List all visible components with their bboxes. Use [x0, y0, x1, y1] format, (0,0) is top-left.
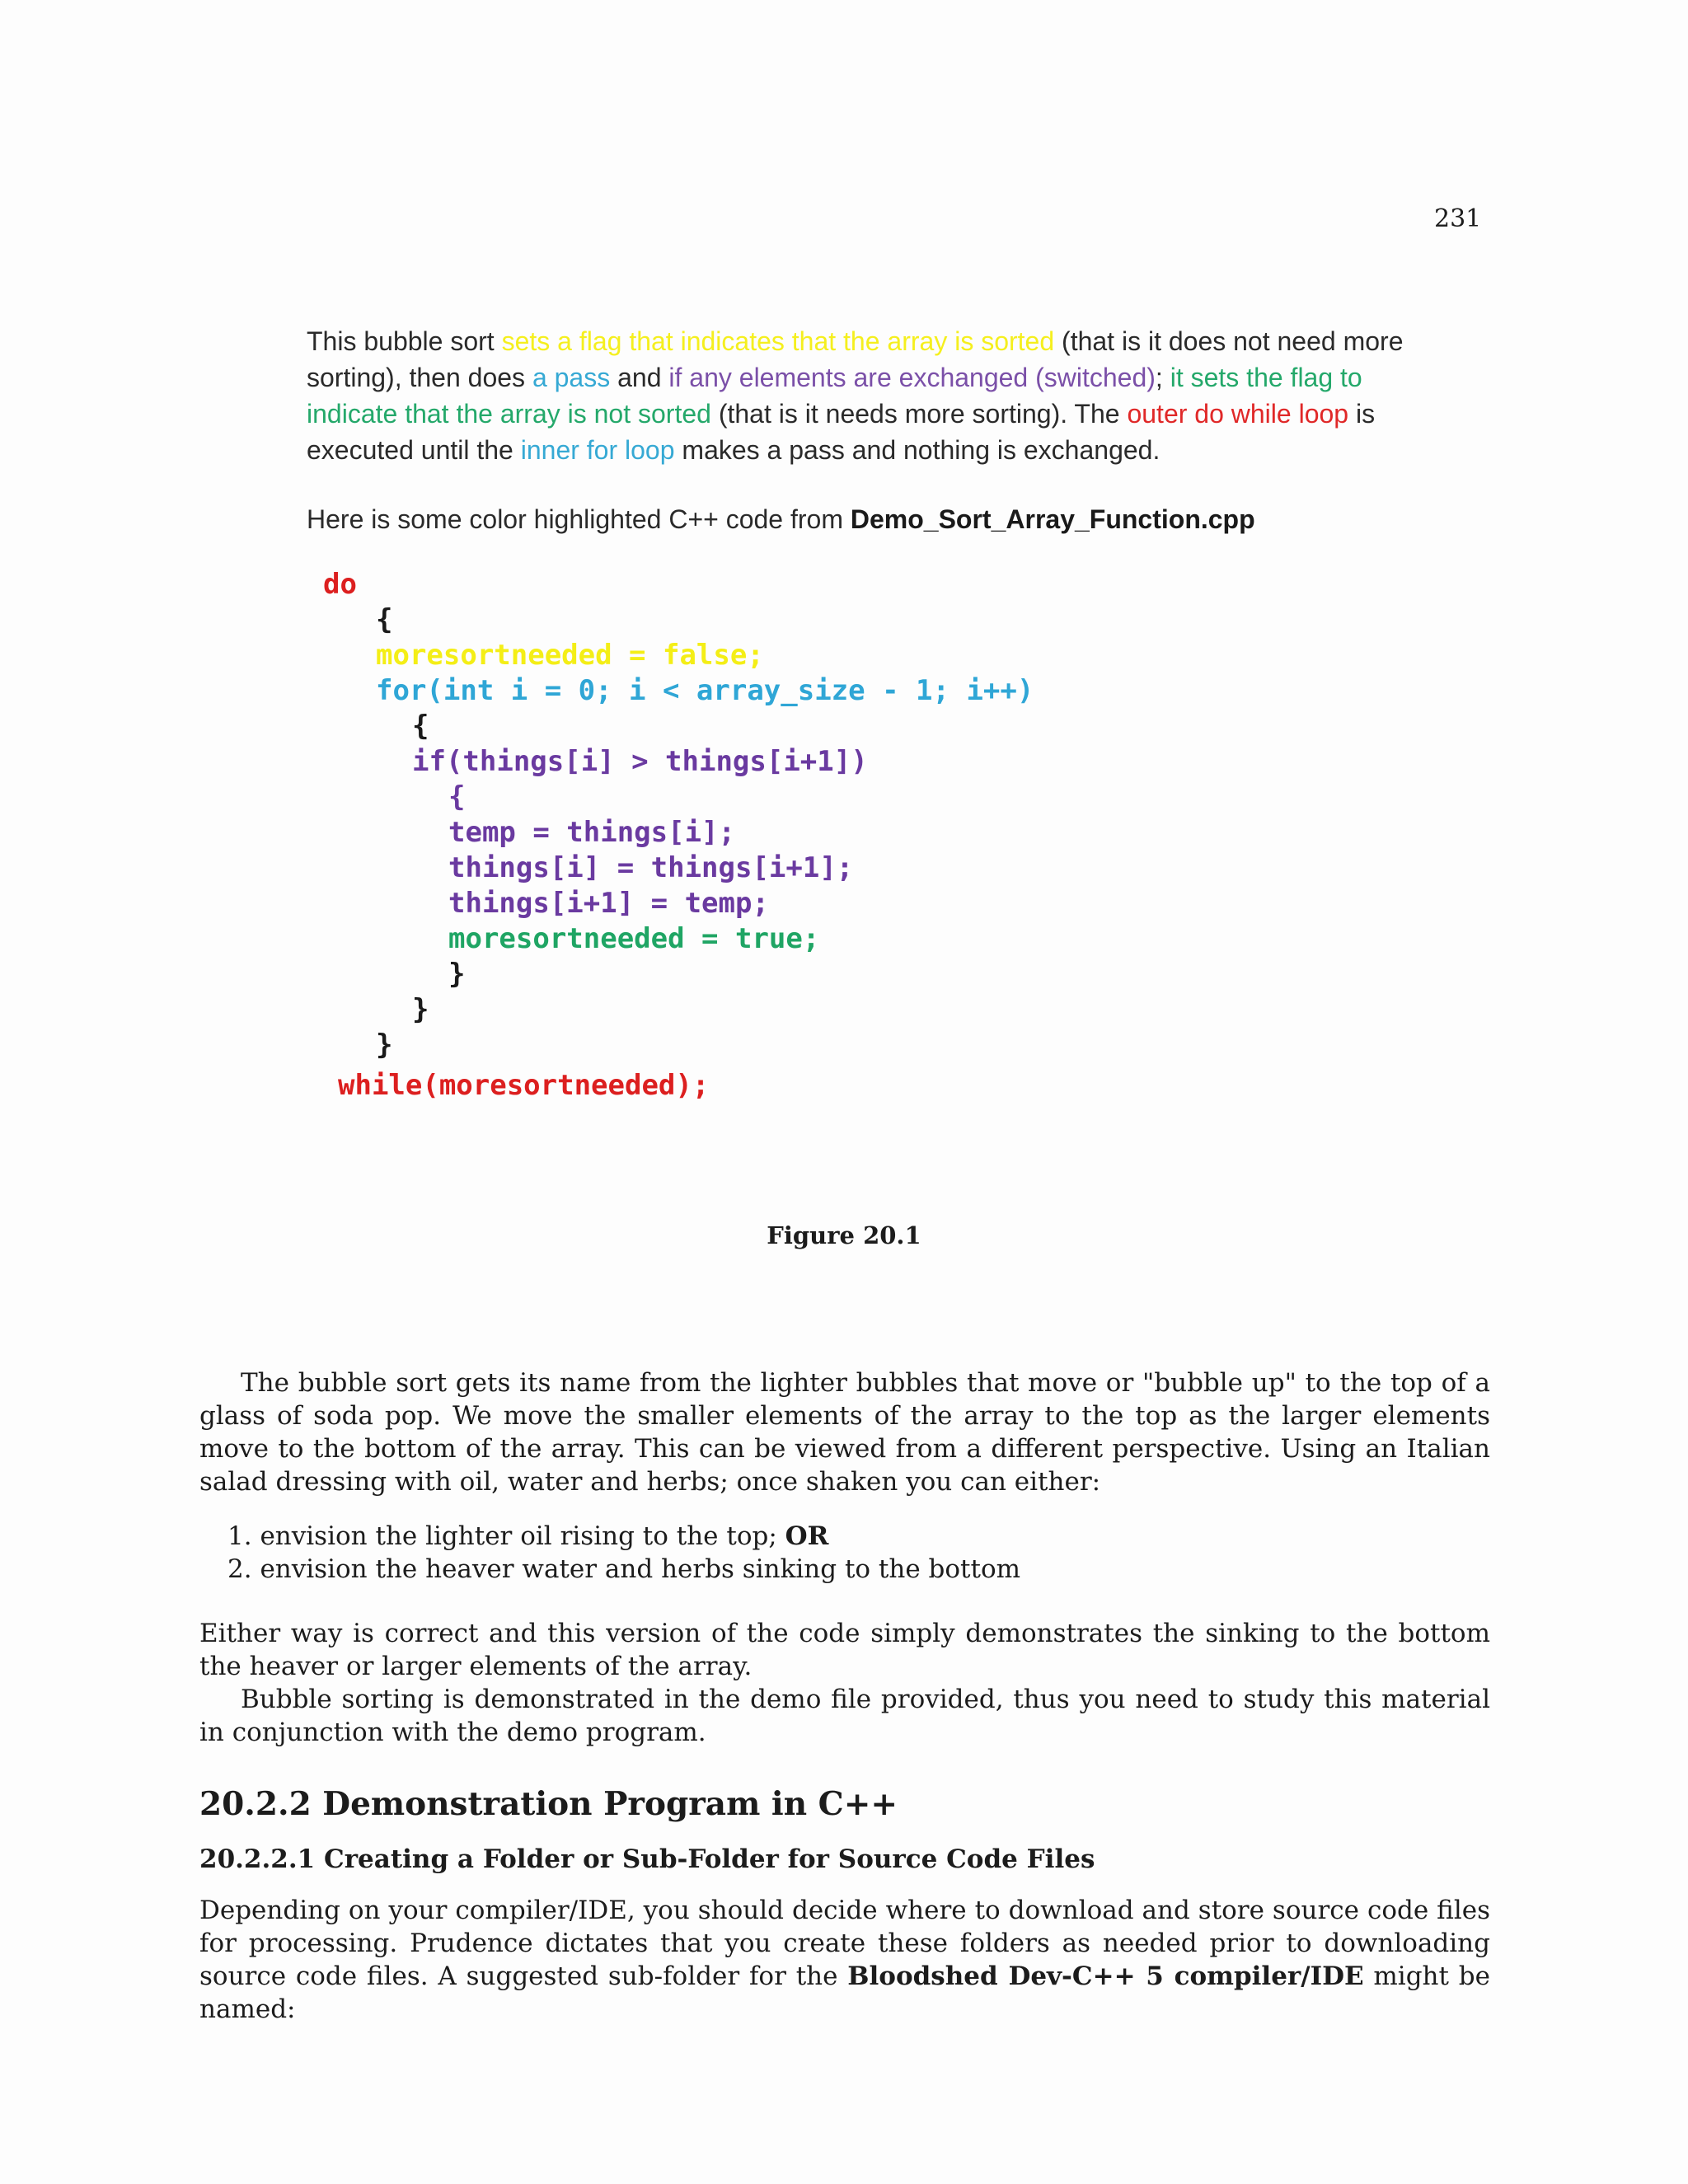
page-number: 231: [1434, 204, 1482, 233]
intro-text: (that is it does not need more sorting), then does: [307, 326, 1404, 392]
list-number: 1.: [227, 1521, 252, 1551]
highlight-green: it sets the flag to indicate that the array is not sorted: [307, 363, 1362, 429]
body-paragraph: The bubble sort gets its name from the lighter bubbles that move or "bubble up" to the top of a glass of soda pop. We move the smaller elements of the array to the top as the larger elements move to the bottom of the array. This can be viewed from a different perspective. Using an Italian salad dressing with oil, water and herbs; once shaken you can either:: [199, 1368, 1490, 1497]
code-line-open-brace: {: [412, 710, 429, 743]
code-line-flag-false: moresortneeded = false;: [376, 639, 764, 672]
highlight-red: outer do while loop: [1127, 399, 1349, 429]
code-line-if: if(things[i] > things[i+1]): [412, 745, 868, 778]
ordered-list: [227, 1520, 1020, 1586]
intro-text: This bubble sort: [307, 326, 502, 356]
intro-text: is executed until the: [307, 399, 1376, 465]
paragraph-text: Depending on your compiler/IDE, you should decide where to download and store source code files for processing. Prudence dictates that you create these folders as needed prior to downloading source code files. A suggested sub-folder for the: [199, 1896, 1490, 1991]
code-line-close-brace: }: [448, 958, 466, 991]
highlight-blue: inner for loop: [520, 435, 675, 465]
list-number: 2.: [227, 1554, 252, 1584]
body-paragraph: [199, 1894, 1490, 2026]
intro-text: makes a pass and nothing is exchanged.: [674, 435, 1160, 465]
code-line-open-brace: {: [448, 780, 466, 813]
figure-caption: Figure 20.1: [767, 1221, 921, 1249]
list-item: [227, 1520, 1020, 1553]
list-item: [227, 1553, 1020, 1586]
code-line-do: do: [323, 568, 357, 601]
code-line-temp: temp = things[i];: [448, 816, 735, 849]
code-line-for-loop: for(int i = 0; i < array_size - 1; i++): [376, 674, 1034, 707]
intro-text: (that is it needs more sorting). The: [710, 399, 1128, 429]
list-emphasis: OR: [785, 1521, 829, 1551]
code-line-close-brace: }: [412, 993, 429, 1026]
code-line-while: while(moresortneeded);: [338, 1069, 710, 1102]
code-line-assign-temp: things[i+1] = temp;: [448, 887, 769, 920]
body-paragraph: Either way is correct and this version of the code simply demonstrates the sinking to the bottom the heaver or larger elements of the array.: [199, 1619, 1490, 1681]
list-text: envision the lighter oil rising to the top;: [260, 1521, 785, 1551]
section-heading: 20.2.2 Demonstration Program in C++: [199, 1785, 898, 1823]
paragraph-emphasis: Bloodshed Dev-C++ 5 compiler/IDE: [847, 1961, 1364, 1991]
intro-text: ;: [1155, 363, 1170, 392]
code-line-flag-true: moresortneeded = true;: [448, 922, 820, 955]
code-line-open-brace: {: [376, 603, 393, 636]
highlight-purple: if any elements are exchanged (switched): [668, 363, 1156, 392]
source-file-line: [307, 504, 1255, 535]
paragraph-text: might be named:: [199, 1961, 1490, 2024]
code-line-swap: things[i] = things[i+1];: [448, 851, 854, 884]
source-filename: Demo_Sort_Array_Function.cpp: [850, 504, 1255, 534]
highlight-yellow: sets a flag that indicates that the array is sorted: [501, 326, 1055, 356]
subsection-heading: 20.2.2.1 Creating a Folder or Sub-Folder for Source Code Files: [199, 1844, 1095, 1874]
body-paragraph: Bubble sorting is demonstrated in the demo file provided, thus you need to study this material in conjunction with the demo program.: [199, 1685, 1490, 1747]
source-line-text: Here is some color highlighted C++ code from: [307, 504, 851, 534]
highlight-blue: a pass: [532, 363, 611, 392]
intro-text: and: [610, 363, 669, 392]
figure-intro-paragraph: [307, 323, 1411, 468]
list-text: envision the heaver water and herbs sinking to the bottom: [260, 1554, 1021, 1584]
code-line-close-brace: }: [376, 1029, 393, 1062]
